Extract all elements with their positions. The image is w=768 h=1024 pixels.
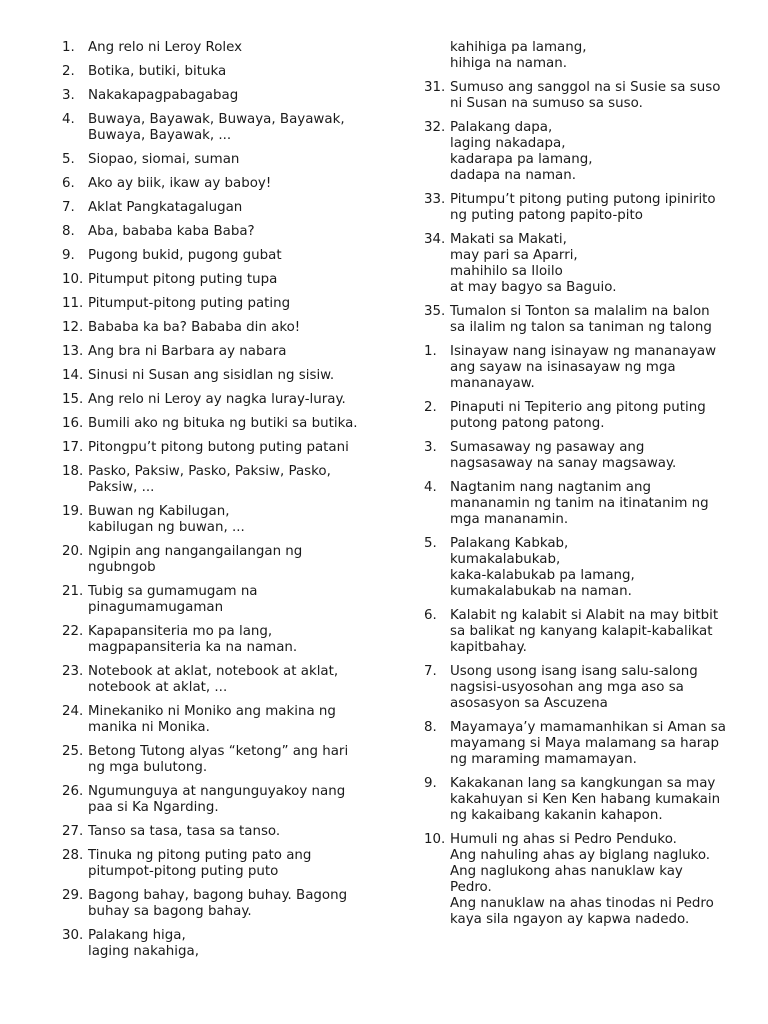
item-line: Ang relo ni Leroy ay nagka luray-luray.	[88, 392, 346, 407]
item-number: 20.	[62, 544, 84, 559]
list-item	[62, 440, 372, 456]
item-number: 24.	[62, 704, 84, 719]
item-number: 30.	[62, 928, 84, 943]
item-number: 10.	[424, 832, 446, 847]
item-text	[88, 504, 372, 536]
item-number: 3.	[424, 440, 437, 455]
item-number: 27.	[62, 824, 84, 839]
item-number: 8.	[424, 720, 437, 735]
item-number: 22.	[62, 624, 84, 639]
item-line: mga mananamin.	[450, 512, 569, 527]
item-text	[88, 440, 372, 456]
item-number: 34.	[424, 232, 446, 247]
item-text	[88, 416, 372, 432]
item-line: ngubngob	[88, 560, 156, 575]
item-text	[88, 368, 372, 384]
item-text	[88, 112, 372, 144]
item-line: kaya sila ngayon ay kapwa nadedo.	[450, 912, 690, 927]
list-item	[62, 584, 372, 616]
item-line: Ang relo ni Leroy Rolex	[88, 40, 243, 55]
item-line: Paksiw, ...	[88, 480, 155, 495]
list-item	[424, 232, 740, 296]
item-line: Pitongpu’t pitong butong puting patani	[88, 440, 349, 455]
list-item	[62, 704, 372, 736]
item-line: Ang bra ni Barbara ay nabara	[88, 344, 287, 359]
item-text	[88, 824, 372, 840]
item-line: Palakang Kabkab,	[450, 536, 569, 551]
item-text	[88, 224, 372, 240]
item-line: mananayaw.	[450, 376, 535, 391]
item-text	[88, 744, 372, 776]
list-item	[424, 776, 740, 824]
item-number: 10.	[62, 272, 84, 287]
list-item	[62, 88, 372, 104]
item-number: 5.	[424, 536, 437, 551]
item-number: 3.	[62, 88, 75, 103]
list-item	[62, 296, 372, 312]
item-line: Usong usong isang isang salu-salong	[450, 664, 698, 679]
list-item	[62, 928, 372, 960]
item-text	[450, 304, 740, 336]
item-line: Ngipin ang nangangailangan ng	[88, 544, 303, 559]
item-number: 29.	[62, 888, 84, 903]
item-number: 16.	[62, 416, 84, 431]
item-text	[450, 776, 740, 824]
item-line: may pari sa Aparri,	[450, 248, 578, 263]
item-line: Tubig sa gumamugam na	[88, 584, 258, 599]
item-text	[88, 544, 372, 576]
item-number: 25.	[62, 744, 84, 759]
item-number: 9.	[424, 776, 437, 791]
item-line: manika ni Monika.	[88, 720, 210, 735]
item-line: Buwaya, Bayawak, Buwaya, Bayawak,	[88, 112, 345, 127]
list-item	[424, 536, 740, 600]
item-number: 6.	[62, 176, 75, 191]
item-line: Pasko, Paksiw, Pasko, Paksiw, Pasko,	[88, 464, 331, 479]
item-number: 23.	[62, 664, 84, 679]
item-number: 9.	[62, 248, 75, 263]
list-item	[62, 224, 372, 240]
list-item	[424, 344, 740, 392]
item-line: ng puting patong papito-pito	[450, 208, 643, 223]
item-number: 35.	[424, 304, 446, 319]
item-line: Betong Tutong alyas “ketong” ang hari	[88, 744, 349, 759]
item-line: nagsasaway na sanay magsaway.	[450, 456, 677, 471]
item-line: Botika, butiki, bituka	[88, 64, 227, 79]
item-line: laging nakadapa,	[450, 136, 566, 151]
item-line: kaka-kalabukab pa lamang,	[450, 568, 635, 583]
item-line: Tinuka ng pitong puting pato ang	[88, 848, 312, 863]
item-text	[88, 888, 372, 920]
item-line: Sumasaway ng pasaway ang	[450, 440, 645, 455]
item-line: ng mga bulutong.	[88, 760, 208, 775]
item-text	[88, 464, 372, 496]
item-number: 11.	[62, 296, 84, 311]
list-item	[62, 664, 372, 696]
item-text	[88, 704, 372, 736]
item-line: Minekaniko ni Moniko ang makina ng	[88, 704, 336, 719]
item-line: sa ilalim ng talon sa taniman ng talong	[450, 320, 712, 335]
item-line: pinagumamugaman	[88, 600, 224, 615]
item-line: mayamang si Maya malamang sa harap	[450, 736, 719, 751]
item-text	[450, 40, 740, 72]
item-line: ng kakaibang kakanin kahapon.	[450, 808, 663, 823]
list-item	[62, 848, 372, 880]
item-line: Kalabit ng kalabit si Alabit na may bitbit	[450, 608, 719, 623]
item-text	[450, 832, 740, 928]
item-number: 15.	[62, 392, 84, 407]
item-line: laging nakahiga,	[88, 944, 199, 959]
item-line: Aba, bababa kaba Baba?	[88, 224, 255, 239]
item-text	[88, 392, 372, 408]
list-item	[62, 272, 372, 288]
item-text	[88, 272, 372, 288]
item-number: 28.	[62, 848, 84, 863]
list-item	[62, 368, 372, 384]
item-line: pitumpot-pitong puting puto	[88, 864, 279, 879]
item-line: Kapapansiteria mo pa lang,	[88, 624, 273, 639]
item-text	[450, 608, 740, 656]
list-item	[62, 824, 372, 840]
item-line: kumakalabukab na naman.	[450, 584, 632, 599]
item-number: 8.	[62, 224, 75, 239]
list-item	[424, 832, 740, 928]
item-number: 1.	[424, 344, 437, 359]
item-line: Humuli ng ahas si Pedro Penduko.	[450, 832, 677, 847]
list-item	[424, 80, 740, 112]
item-line: at may bagyo sa Baguio.	[450, 280, 617, 295]
list-item	[424, 608, 740, 656]
item-line: Tanso sa tasa, tasa sa tanso.	[88, 824, 281, 839]
list-item	[424, 304, 740, 336]
list-item	[424, 720, 740, 768]
item-line: Kakakanan lang sa kangkungan sa may	[450, 776, 716, 791]
list-item	[424, 664, 740, 712]
list-item	[424, 480, 740, 528]
item-text	[450, 400, 740, 432]
item-line: Pitumput pitong puting tupa	[88, 272, 278, 287]
item-text	[88, 344, 372, 360]
item-number: 7.	[424, 664, 437, 679]
item-line: Palakang higa,	[88, 928, 186, 943]
list-item	[62, 392, 372, 408]
item-line: ng maraming mamamayan.	[450, 752, 637, 767]
item-line: Sumuso ang sanggol na si Susie sa suso	[450, 80, 721, 95]
item-line: kapitbahay.	[450, 640, 527, 655]
item-line: Palakang dapa,	[450, 120, 553, 135]
list-item	[62, 888, 372, 920]
item-line: kahihiga pa lamang,	[450, 40, 587, 55]
item-text	[450, 664, 740, 712]
list-item	[62, 744, 372, 776]
item-text	[88, 928, 372, 960]
item-number: 21.	[62, 584, 84, 599]
item-text	[88, 784, 372, 816]
item-number: 4.	[424, 480, 437, 495]
list-item	[62, 416, 372, 432]
item-line: sa balikat ng kanyang kalapit-kabalikat	[450, 624, 713, 639]
item-number: 5.	[62, 152, 75, 167]
list-item	[62, 40, 372, 56]
item-line: Buwaya, Bayawak, ...	[88, 128, 232, 143]
item-line: hihiga na naman.	[450, 56, 568, 71]
item-line: Mayamaya’y mamamanhikan si Aman sa	[450, 720, 726, 735]
item-line: buhay sa bagong bahay.	[88, 904, 252, 919]
item-text	[450, 80, 740, 112]
item-text	[450, 192, 740, 224]
item-line: Isinayaw nang isinayaw ng mananayaw	[450, 344, 717, 359]
list-item	[62, 504, 372, 536]
item-number: 31.	[424, 80, 446, 95]
list-item	[424, 400, 740, 432]
item-text	[450, 344, 740, 392]
list-item	[62, 464, 372, 496]
list-item	[424, 192, 740, 224]
item-number: 1.	[62, 40, 75, 55]
item-line: kadarapa pa lamang,	[450, 152, 593, 167]
list-item	[62, 320, 372, 336]
item-text	[450, 440, 740, 472]
item-line: dadapa na naman.	[450, 168, 577, 183]
item-number: 6.	[424, 608, 437, 623]
item-line: Ang nahuling ahas ay biglang nagluko.	[450, 848, 711, 863]
list-item	[62, 544, 372, 576]
list-item	[424, 440, 740, 472]
item-number: 13.	[62, 344, 84, 359]
item-line: Sinusi ni Susan ang sisidlan ng sisiw.	[88, 368, 335, 383]
item-line: mananamin ng tanim na itinatanim ng	[450, 496, 709, 511]
item-text	[88, 584, 372, 616]
item-text	[450, 480, 740, 528]
item-line: Pitumpu’t pitong puting putong ipinirito	[450, 192, 716, 207]
list-item	[62, 344, 372, 360]
list-item	[62, 152, 372, 168]
item-number: 18.	[62, 464, 84, 479]
item-line: putong patong patong.	[450, 416, 605, 431]
item-text	[88, 40, 372, 56]
item-text	[450, 720, 740, 768]
item-line: Nagtanim nang nagtanim ang	[450, 480, 651, 495]
list-item	[62, 112, 372, 144]
item-text	[88, 624, 372, 656]
item-line: Ang naglukong ahas nanuklaw kay	[450, 864, 683, 879]
item-line: kumakalabukab,	[450, 552, 561, 567]
item-line: Tumalon si Tonton sa malalim na balon	[450, 304, 710, 319]
item-text	[88, 248, 372, 264]
item-line: Notebook at aklat, notebook at aklat,	[88, 664, 339, 679]
left-column	[62, 40, 372, 968]
item-text	[88, 664, 372, 696]
item-line: ang sayaw na isinasayaw ng mga	[450, 360, 676, 375]
item-line: kabilugan ng buwan, ...	[88, 520, 245, 535]
item-text	[88, 64, 372, 80]
item-line: Pedro.	[450, 880, 492, 895]
item-text	[88, 320, 372, 336]
list-item	[62, 248, 372, 264]
item-line: asosasyon sa Ascuzena	[450, 696, 608, 711]
item-text	[88, 296, 372, 312]
right-column	[424, 40, 740, 936]
item-line: Buwan ng Kabilugan,	[88, 504, 230, 519]
item-text	[88, 152, 372, 168]
item-line: Pitumput-pitong puting pating	[88, 296, 291, 311]
item-line: notebook at aklat, ...	[88, 680, 228, 695]
item-number: 2.	[62, 64, 75, 79]
item-line: Pugong bukid, pugong gubat	[88, 248, 282, 263]
item-text	[88, 88, 372, 104]
item-line: Bababa ka ba? Bababa din ako!	[88, 320, 301, 335]
item-line: Bagong bahay, bagong buhay. Bagong	[88, 888, 348, 903]
item-number: 26.	[62, 784, 84, 799]
continued-item-text	[424, 40, 740, 72]
item-text	[88, 200, 372, 216]
list-item	[424, 120, 740, 184]
item-line: Pinaputi ni Tepiterio ang pitong puting	[450, 400, 706, 415]
item-line: kakahuyan si Ken Ken habang kumakain	[450, 792, 721, 807]
item-line: nagsisi-usyosohan ang mga aso sa	[450, 680, 684, 695]
item-line: magpapansiteria ka na naman.	[88, 640, 298, 655]
item-line: Aklat Pangkatagalugan	[88, 200, 243, 215]
list-item	[62, 784, 372, 816]
item-text	[88, 848, 372, 880]
item-number: 12.	[62, 320, 84, 335]
item-line: mahihilo sa Iloilo	[450, 264, 563, 279]
item-line: ni Susan na sumuso sa suso.	[450, 96, 643, 111]
item-line: Makati sa Makati,	[450, 232, 567, 247]
item-number: 14.	[62, 368, 84, 383]
item-line: Ang nanuklaw na ahas tinodas ni Pedro	[450, 896, 714, 911]
item-line: paa si Ka Ngarding.	[88, 800, 219, 815]
item-number: 7.	[62, 200, 75, 215]
item-number: 4.	[62, 112, 75, 127]
item-text	[450, 120, 740, 184]
list-item	[62, 176, 372, 192]
list-item	[62, 624, 372, 656]
item-line: Nakakapagpabagabag	[88, 88, 239, 103]
item-number: 2.	[424, 400, 437, 415]
item-text	[450, 232, 740, 296]
item-line: Siopao, siomai, suman	[88, 152, 240, 167]
list-item	[62, 200, 372, 216]
item-line: Ngumunguya at nangunguyakoy nang	[88, 784, 346, 799]
item-text	[88, 176, 372, 192]
item-line: Ako ay biik, ikaw ay baboy!	[88, 176, 272, 191]
item-text	[450, 536, 740, 600]
item-number: 17.	[62, 440, 84, 455]
item-number: 33.	[424, 192, 446, 207]
list-item	[62, 64, 372, 80]
item-line: Bumili ako ng bituka ng butiki sa butika.	[88, 416, 358, 431]
item-number: 32.	[424, 120, 446, 135]
item-number: 19.	[62, 504, 84, 519]
